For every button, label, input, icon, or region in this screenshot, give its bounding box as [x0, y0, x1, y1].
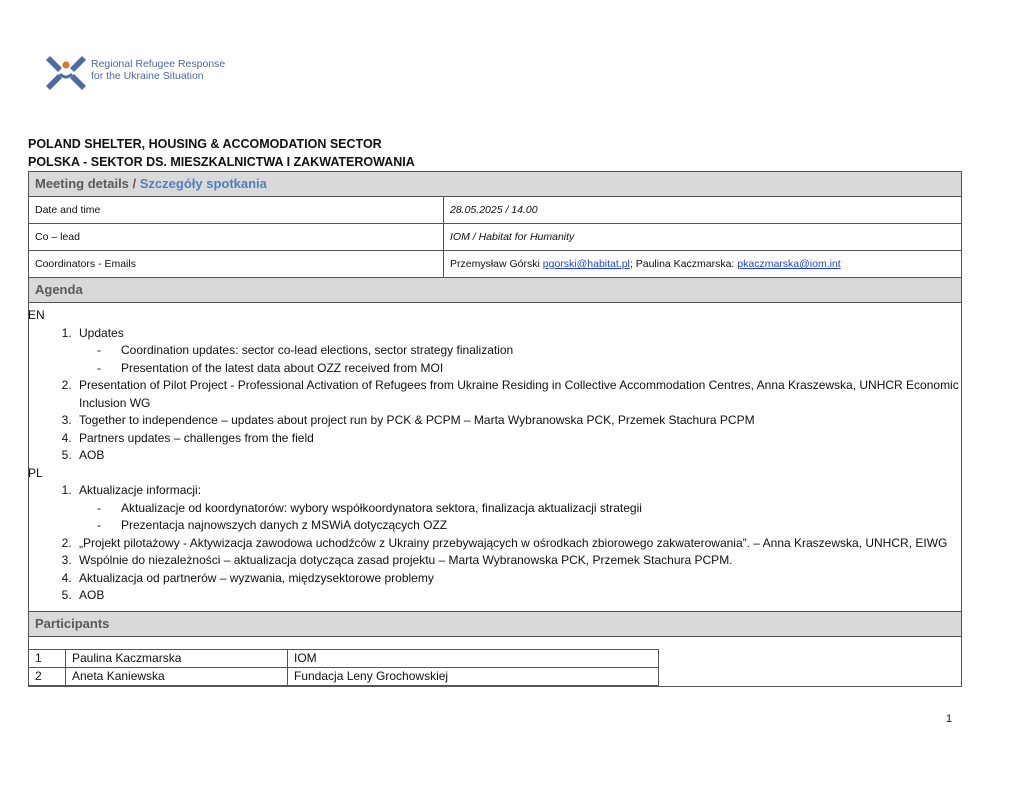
- participants-table: [28, 649, 659, 686]
- details-label: Coordinators - Emails: [29, 251, 444, 277]
- rrp-logo-mark-icon: [46, 52, 86, 94]
- participant-organization: IOM: [288, 649, 659, 667]
- rrp-logo: [46, 52, 246, 96]
- agenda-item: 5. AOB: [75, 447, 961, 465]
- coordinator-2-email-link[interactable]: pkaczmarska@iom.int: [737, 258, 841, 270]
- details-label: Co – lead: [29, 224, 444, 250]
- agenda-subitem: - Coordination updates: sector co-lead elections, sector strategy finalization: [97, 342, 961, 360]
- agenda-subitem: - Prezentacja najnowszych danych z MSWiA dotyczących OZZ: [97, 517, 961, 535]
- agenda-lang-en: EN: [28, 308, 45, 322]
- agenda-list-en: [29, 325, 961, 465]
- details-value: IOM / Habitat for Humanity: [450, 231, 575, 243]
- meeting-details-heading-pl: Szczegóły spotkania: [139, 176, 267, 191]
- title-line-en: POLAND SHELTER, HOUSING & ACCOMODATION SECTOR: [28, 137, 382, 151]
- participant-name: Paulina Kaczmarska: [66, 649, 288, 667]
- participants-heading: Participants: [29, 612, 961, 637]
- agenda-item: 3. Wspólnie do niezależności – aktualizacja dotycząca zasad projektu – Marta Wybranowska PCK, Przemek Stachura PCPM.: [75, 552, 961, 570]
- participant-number: 2: [29, 667, 66, 685]
- agenda-item: 2. Presentation of Pilot Project - Professional Activation of Refugees from Ukraine Residing in Collective Accommodation Centres, Anna Kraszewska, UNHCR Economic Inclusion WG: [75, 377, 961, 412]
- details-value: 28.05.2025 / 14.00: [450, 204, 538, 216]
- meeting-details-heading: [29, 172, 961, 197]
- participants-spacer: [29, 637, 961, 649]
- page-number: 1: [946, 713, 953, 725]
- details-row-colead: [29, 224, 961, 251]
- agenda-list-pl: [29, 482, 961, 605]
- agenda-item: 4. Partners updates – challenges from the field: [75, 430, 961, 448]
- logo-text-line2: for the Ukraine Situation: [91, 70, 204, 82]
- details-label: Date and time: [29, 197, 444, 223]
- agenda-item: 3. Together to independence – updates about project run by PCK & PCPM – Marta Wybranowska PCK, Przemek Stachura PCPM: [75, 412, 961, 430]
- agenda-subitem: - Aktualizacje od koordynatorów: wybory współkoordynatora sektora, finalizacja aktualizacji strategii: [97, 500, 961, 518]
- agenda-lang-pl: PL: [28, 465, 43, 480]
- agenda-item-text: Updates: [79, 325, 124, 340]
- participant-number: 1: [29, 649, 66, 667]
- agenda-sublist: [79, 500, 961, 535]
- meeting-sheet: [28, 171, 962, 687]
- agenda-item: [75, 482, 961, 535]
- agenda-heading: Agenda: [29, 278, 961, 303]
- agenda-item: 5. AOB: [75, 587, 961, 605]
- logo-text-line1: Regional Refugee Response: [91, 58, 226, 70]
- document-title: [28, 135, 415, 171]
- table-row: [29, 649, 659, 667]
- table-row: [29, 667, 659, 685]
- agenda-sublist: [79, 342, 961, 377]
- coordinator-1-name: Przemysław Górski: [450, 258, 543, 270]
- details-value: [444, 251, 961, 277]
- participant-name: Aneta Kaniewska: [66, 667, 288, 685]
- participant-organization: Fundacja Leny Grochowskiej: [288, 667, 659, 685]
- agenda-item: 4. Aktualizacja od partnerów – wyzwania, międzysektorowe problemy: [75, 570, 961, 588]
- agenda-item-text: Aktualizacje informacji:: [79, 483, 202, 497]
- agenda-item: 2. „Projekt pilotażowy - Aktywizacja zawodowa uchodźców z Ukrainy przebywających w ośrodkach zbiorowego zakwaterowania”. – Anna Kraszewska, UNHCR, EIWG: [75, 535, 961, 553]
- agenda-item: [75, 325, 961, 378]
- coordinator-1-email-link[interactable]: pgorski@habitat.pl: [542, 258, 630, 270]
- meeting-details-heading-en: Meeting details /: [35, 176, 140, 191]
- coordinator-separator: ; Paulina Kaczmarska:: [629, 258, 738, 270]
- details-row-date: [29, 197, 961, 224]
- title-line-pl: POLSKA - SEKTOR DS. MIESZKALNICTWA I ZAKWATEROWANIA: [28, 155, 415, 169]
- agenda-body: [29, 303, 961, 612]
- agenda-subitem: - Presentation of the latest data about OZZ received from MOI: [97, 360, 961, 378]
- details-row-coordinators: [29, 251, 961, 278]
